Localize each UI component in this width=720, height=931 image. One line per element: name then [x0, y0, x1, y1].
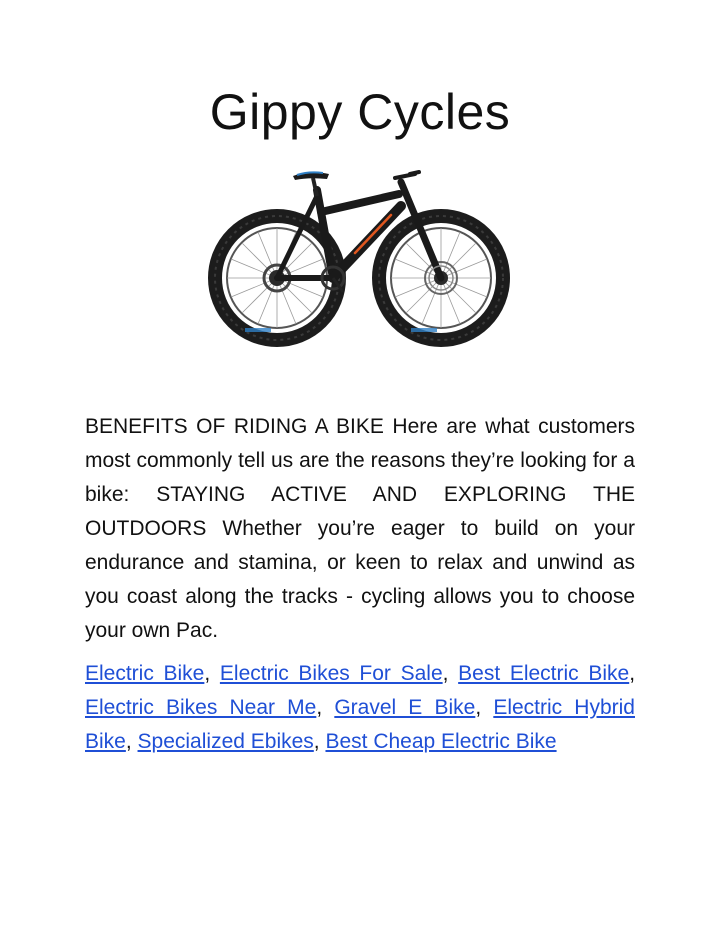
link-gravel-e-bike[interactable]: Gravel E Bike: [334, 696, 476, 719]
benefits-paragraph: BENEFITS OF RIDING A BIKE Here are what customers most commonly tell us are the reasons they’re looking for a bike: STAYING ACTIVE AND EXPLORING THE OUTDOORS Whether you’re eager to build on your endurance and stamina, or keen to relax and unwind as you coast along the tracks - cycling allows you to choose your own Pac.: [85, 415, 635, 642]
link-best-electric-bike[interactable]: Best Electric Bike: [458, 662, 630, 685]
keyword-links: [85, 657, 635, 759]
link-separator: ,: [629, 662, 636, 685]
bike-frame: [277, 172, 441, 278]
fat-bike-image: [205, 160, 515, 350]
link-electric-bike[interactable]: Electric Bike: [85, 662, 205, 685]
link-separator: ,: [125, 730, 138, 753]
bike-saddle: [293, 172, 329, 196]
link-electric-bikes-near-me[interactable]: Electric Bikes Near Me: [85, 696, 317, 719]
link-separator: ,: [204, 662, 220, 685]
link-electric-bikes-for-sale[interactable]: Electric Bikes For Sale: [219, 662, 443, 685]
link-separator: ,: [475, 696, 494, 719]
link-electric-hybrid-bike[interactable]: Electric Hybrid Bike: [85, 696, 635, 753]
link-separator: ,: [316, 696, 335, 719]
link-best-cheap-electric-bike[interactable]: Best Cheap Electric Bike: [325, 730, 557, 753]
page-title: Gippy Cycles: [209, 83, 511, 140]
link-specialized-ebikes[interactable]: Specialized Ebikes: [137, 730, 314, 753]
link-separator: ,: [442, 662, 459, 685]
link-separator: ,: [313, 730, 326, 753]
